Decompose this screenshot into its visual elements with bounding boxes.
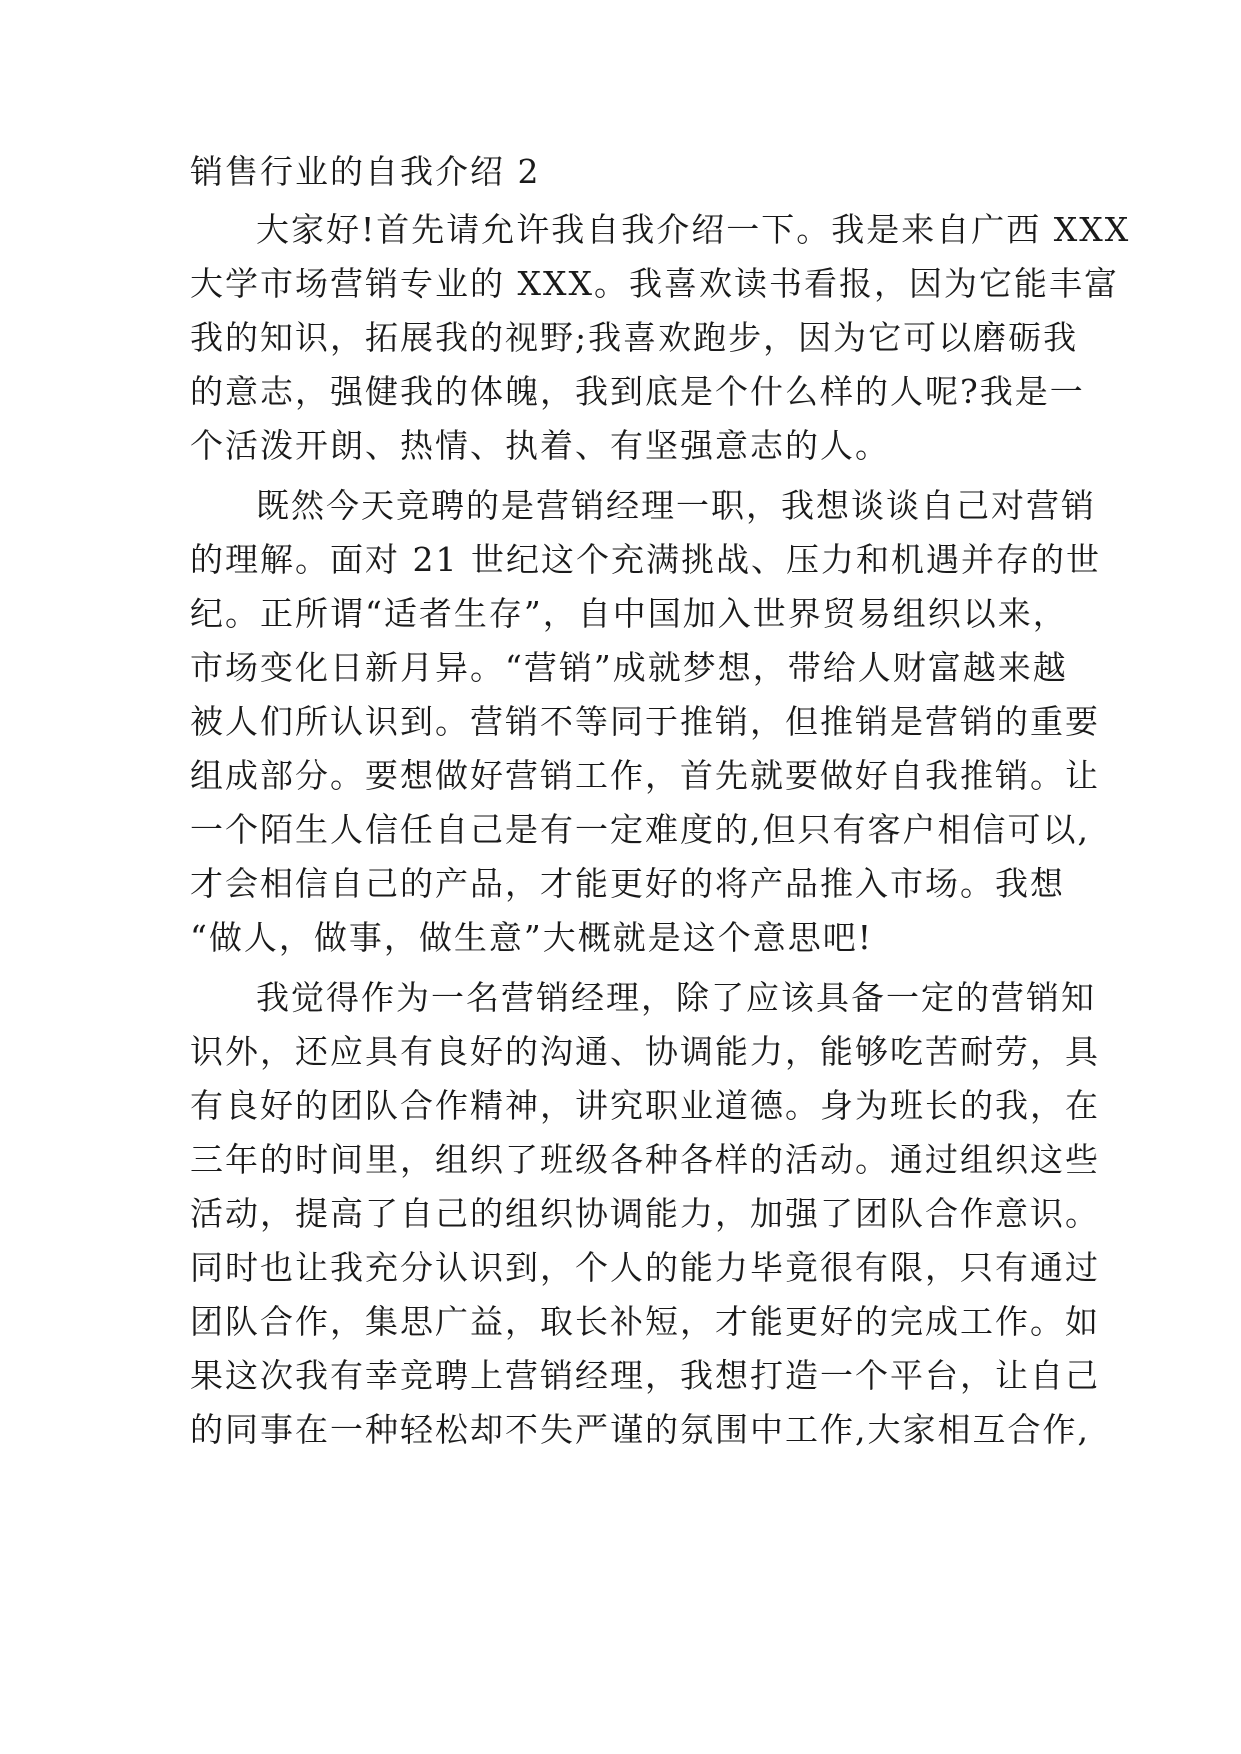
document-title: 销售行业的自我介绍 2 (190, 152, 541, 191)
paragraph-line: 识外，还应具有良好的沟通、协调能力，能够吃苦耐劳，具 (190, 1032, 1100, 1071)
paragraph-line: 果这次我有幸竞聘上营销经理，我想打造一个平台，让自己 (190, 1356, 1100, 1395)
paragraph-line: 被人们所认识到。营销不等同于推销，但推销是营销的重要 (190, 702, 1100, 741)
paragraph-line: 大家好!首先请允许我自我介绍一下。我是来自广西 XXX (256, 210, 1131, 249)
paragraph-line: 的意志，强健我的体魄，我到底是个什么样的人呢?我是一 (190, 372, 1085, 411)
paragraph-line: 同时也让我充分认识到，个人的能力毕竟很有限，只有通过 (190, 1248, 1100, 1287)
paragraph-line: “做人，做事，做生意”大概就是这个意思吧! (190, 918, 874, 957)
paragraph-line: 个活泼开朗、热情、执着、有坚强意志的人。 (190, 426, 890, 465)
paragraph-line: 的同事在一种轻松却不失严谨的氛围中工作,大家相互合作, (190, 1410, 1090, 1449)
paragraph-line: 我的知识，拓展我的视野;我喜欢跑步，因为它可以磨砺我 (190, 318, 1079, 357)
paragraph-line: 一个陌生人信任自己是有一定难度的,但只有客户相信可以, (190, 810, 1090, 849)
paragraph-line: 既然今天竞聘的是营销经理一职，我想谈谈自己对营销 (256, 486, 1096, 525)
paragraph-line: 三年的时间里，组织了班级各种各样的活动。通过组织这些 (190, 1140, 1100, 1179)
paragraph-line: 我觉得作为一名营销经理，除了应该具备一定的营销知 (256, 978, 1096, 1017)
paragraph-line: 活动，提高了自己的组织协调能力，加强了团队合作意识。 (190, 1194, 1100, 1233)
paragraph-line: 大学市场营销专业的 XXX。我喜欢读书看报，因为它能丰富 (190, 264, 1119, 303)
paragraph-line: 才会相信自己的产品，才能更好的将产品推入市场。我想 (190, 864, 1065, 903)
paragraph-line: 纪。正所谓“适者生存”，自中国加入世界贸易组织以来， (190, 594, 1068, 633)
paragraph-line: 的理解。面对 21 世纪这个充满挑战、压力和机遇并存的世 (190, 540, 1101, 579)
paragraph-line: 团队合作，集思广益，取长补短，才能更好的完成工作。如 (190, 1302, 1100, 1341)
paragraph-line: 市场变化日新月异。“营销”成就梦想，带给人财富越来越 (190, 648, 1068, 687)
paragraph-line: 有良好的团队合作精神，讲究职业道德。身为班长的我，在 (190, 1086, 1100, 1125)
paragraph-line: 组成部分。要想做好营销工作，首先就要做好自我推销。让 (190, 756, 1100, 795)
